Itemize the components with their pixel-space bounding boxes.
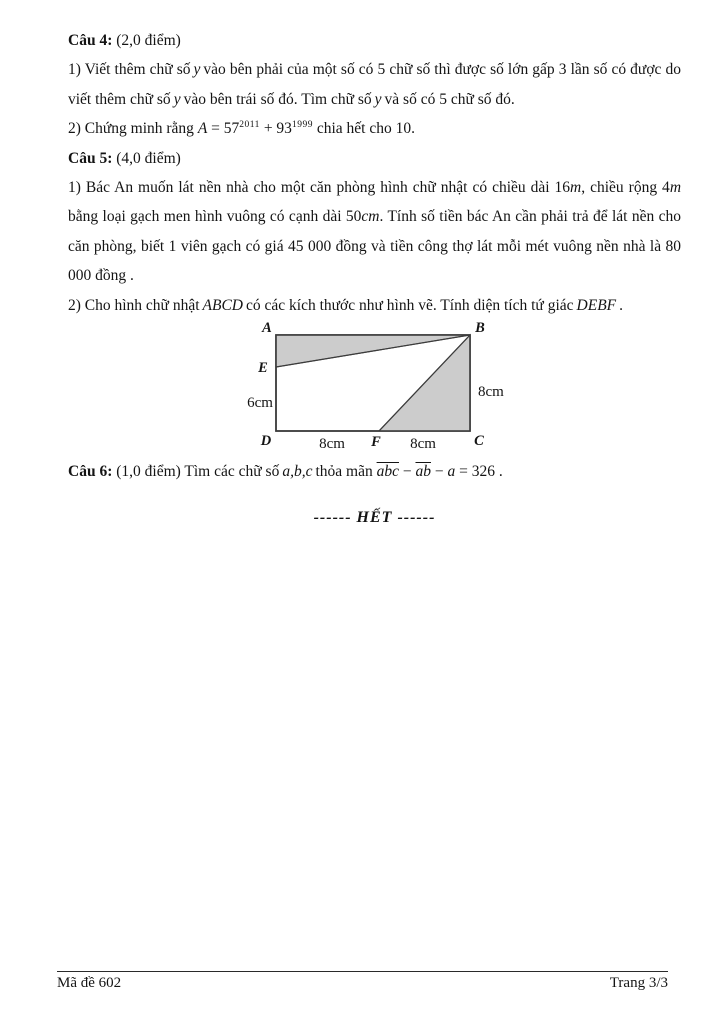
math-var-DEBF: DEBF [576, 296, 617, 314]
q4-item1 [68, 55, 681, 114]
math-var-y: y [374, 90, 382, 108]
q4-item2-eq: = 57 [207, 120, 240, 138]
q4-item1-text-c: vào bên trái số đó. Tìm chữ số [183, 90, 372, 108]
math-unit-m: m [669, 179, 682, 197]
vertex-label-f: F [371, 434, 381, 451]
exam-code: Mã đề 602 [57, 975, 122, 991]
q6-points: (1,0 điểm) [112, 463, 185, 481]
q4-item1-text-d: và số có 5 chữ số đó. [384, 90, 515, 108]
q4-points: (2,0 điểm) [112, 32, 181, 49]
math-overline-abc: $\overline{abc}$ [376, 463, 399, 481]
q6-minus-2: − [430, 463, 448, 481]
end-dashes-left: ------ [313, 509, 357, 527]
math-var-A: A [197, 120, 208, 138]
q5-item1-text-b: , chiều rộng 4 [581, 179, 670, 197]
q6-minus-1: − [398, 463, 416, 481]
q4-item2 [68, 114, 681, 143]
dimension-df-8cm: 8cm [319, 436, 345, 453]
exponent-2011: 2011 [239, 120, 260, 131]
q4-item2-text-a: 2) Chứng minh rằng [68, 120, 198, 138]
q5-heading [68, 144, 681, 173]
dimension-bc-8cm: 8cm [478, 384, 504, 401]
q5-item1 [68, 173, 681, 291]
math-var-ABCD: ABCD [202, 296, 243, 314]
math-overline-ab: $\overline{ab}$ [415, 463, 431, 481]
q4-item1-text-a: 1) Viết thêm chữ số [68, 61, 191, 79]
q5-label: Câu 5: [68, 149, 113, 167]
vertex-label-e: E [258, 360, 268, 377]
math-var-abc-list: a,b,c [282, 463, 313, 481]
dimension-ed-6cm: 6cm [247, 395, 273, 412]
q5-item1-text-c: bằng loại gạch men hình vuông có cạnh dài 50 [68, 208, 362, 226]
q4-item2-text-b: chia hết cho 10. [312, 120, 415, 138]
vertex-label-a: A [262, 320, 272, 337]
math-var-y: y [193, 61, 201, 79]
q5-item2-text-c: . [619, 296, 624, 314]
q6-period: . [494, 463, 503, 481]
end-marker [68, 506, 681, 530]
q5-item2-text-b: có các kích thước như hình vẽ. Tính diện tích tứ giác [246, 296, 574, 314]
rectangle-abcd-diagram [230, 320, 504, 457]
q6-label: Câu 6: [68, 463, 113, 481]
end-word: HẾT [356, 509, 393, 527]
vertex-label-b: B [475, 320, 485, 337]
geometry-figure [230, 321, 681, 457]
q4-label: Câu 4: [68, 32, 113, 49]
exponent-1999: 1999 [291, 120, 313, 131]
math-var-y: y [173, 90, 181, 108]
end-dashes-right: ------ [392, 509, 436, 527]
q5-item2-text-a: 2) Cho hình chữ nhật [68, 296, 200, 314]
q5-item2 [68, 291, 681, 320]
q6-text-b: thỏa mãn [315, 463, 377, 481]
page-number: Trang 3/3 [609, 975, 668, 991]
q4-heading [68, 26, 681, 55]
q5-item1-text-d: . Tính số tiền bác An cần phải trả để lát nền cho căn phòng, biết 1 viên gạch có giá 45 000 đồng và tiền công thợ lát mỗi mét vuông nền nhà là 80 000 đồng . [68, 208, 681, 285]
q6-text-a: Tìm các chữ số [184, 463, 280, 481]
page-footer [57, 971, 668, 992]
q4-item1-text-b: vào bên phải của một số có 5 chữ số thì được số lớn gấp 3 lần số có được do viết thêm chữ số [68, 61, 681, 108]
q6-line [68, 457, 681, 486]
math-unit-m: m [570, 179, 582, 197]
vertex-label-c: C [474, 433, 484, 450]
math-var-a: a [447, 463, 456, 481]
q4-item2-plus: + 93 [259, 120, 292, 138]
q6-equals-326: = 326 [455, 463, 495, 481]
q5-item1-text-a: 1) Bác An muốn lát nền nhà cho một căn phòng hình chữ nhật có chiều dài 16 [68, 179, 571, 197]
q5-points: (4,0 điểm) [112, 149, 181, 167]
math-unit-cm: cm [361, 208, 380, 226]
vertex-label-d: D [260, 433, 272, 450]
dimension-fc-8cm: 8cm [410, 436, 436, 453]
